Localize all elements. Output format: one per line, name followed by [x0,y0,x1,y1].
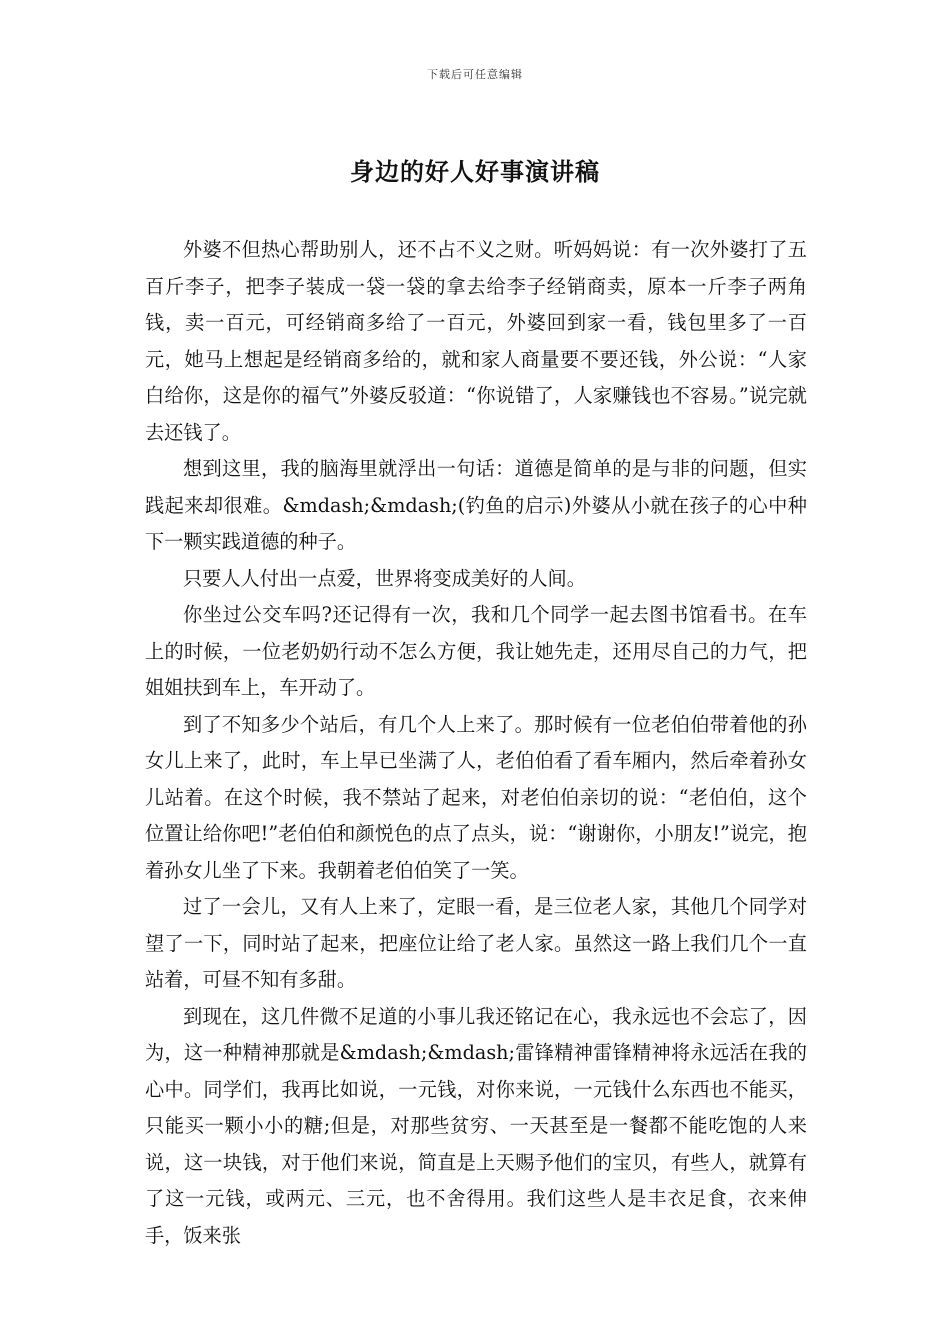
paragraph-6: 过了一会儿，又有人上来了，定眼一看，是三位老人家，其他几个同学对望了一下，同时站了起来，把座位让给了老人家。虽然这一路上我们几个一直站着，可昼不知有多甜。 [145,895,807,991]
header-note: 下载后可任意编辑 [427,68,523,81]
page-title: 身边的好人好事演讲稿 [350,158,600,186]
paragraph-4: 你坐过公交车吗?还记得有一次，我和几个同学一起去图书馆看书。在车上的时候，一位老奶奶行动不怎么方便，我让她先走，还用尽自己的力气，把姐姐扶到车上，车开动了。 [145,603,807,699]
paragraph-7: 到现在，这几件微不足道的小事儿我还铭记在心，我永远也不会忘了，因为，这一种精神那就是&mdash;&mdash;雷锋精神雷锋精神将永远活在我的心中。同学们，我再比如说，一元钱，对你来说，一元钱什么东西也不能买，只能买一颗小小的糖;但是，对那些贫穷、一天甚至是一餐都不能吃饱的人来说，这一块钱，对于他们来说，简直是上天赐予他们的宝贝，有些人，就算有了这一元钱，或两元、三元，也不舍得用。我们这些人是丰衣足食，衣来伸手，饭来张 [145,1004,807,1247]
paragraph-1: 外婆不但热心帮助别人，还不占不义之财。听妈妈说：有一次外婆打了五百斤李子，把李子装成一袋一袋的拿去给李子经销商卖，原本一斤李子两角钱，卖一百元，可经销商多给了一百元，外婆回到家一看，钱包里多了一百元，她马上想起是经销商多给的，就和家人商量要不要还钱，外公说：“人家白给你，这是你的福气”外婆反驳道：“你说错了，人家赚钱也不容易。”说完就去还钱了。 [145,238,807,444]
paragraph-3: 只要人人付出一点爱，世界将变成美好的人间。 [183,566,586,590]
document-body [145,232,807,1254]
paragraph-2: 想到这里，我的脑海里就浮出一句话：道德是简单的是与非的问题，但实践起来却很难。&mdash;&mdash;(钓鱼的启示)外婆从小就在孩子的心中种下一颗实践道德的种子。 [145,457,807,553]
paragraph-5: 到了不知多少个站后，有几个人上来了。那时候有一位老伯伯带着他的孙女儿上来了，此时，车上早已坐满了人，老伯伯看了看车厢内，然后牵着孙女儿站着。在这个时候，我不禁站了起来，对老伯伯亲切的说：“老伯伯，这个位置让给你吧!”老伯伯和颜悦色的点了点头，说：“谢谢你，小朋友!”说完，抱着孙女儿坐了下来。我朝着老伯伯笑了一笑。 [145,712,807,882]
